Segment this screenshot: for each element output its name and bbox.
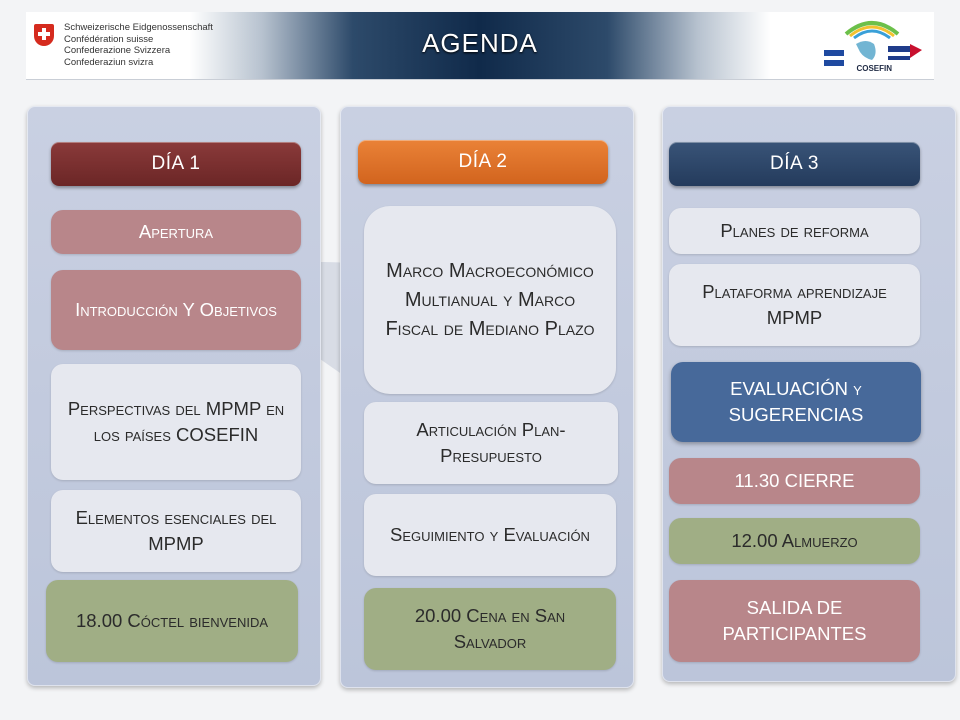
swiss-name-rm: Confederaziun svizra — [64, 56, 154, 68]
agenda-item-articulacion — [364, 402, 618, 484]
agenda-item-cena — [364, 588, 616, 670]
page-title: AGENDA — [422, 28, 538, 58]
agenda-item-seguimiento — [364, 494, 616, 576]
agenda-item-label: 20.00 Cena en San Salvador — [414, 605, 566, 652]
agenda-item-perspectivas — [51, 364, 301, 480]
agenda-item-label: Articulación Plan-Presupuesto — [416, 419, 566, 466]
agenda-item-label: Marco Macroeconómico Multianual y Marco Fiscal de Mediano Plazo — [385, 259, 595, 340]
agenda-item-label: Apertura — [138, 221, 214, 242]
agenda-item-planes-reforma — [669, 208, 920, 254]
cosefin-label: COSEFIN — [856, 64, 892, 73]
agenda-item-evaluacion — [671, 362, 921, 442]
agenda-item-marco-macroeconomico — [364, 206, 616, 394]
agenda-item-label: Plataforma aprendizaje MPMP — [702, 281, 887, 328]
swiss-name-it: Confederazione Svizzera — [64, 45, 171, 56]
agenda-item-label: 12.00 Almuerzo — [731, 530, 858, 551]
agenda-item-apertura — [51, 210, 301, 254]
day3-column — [662, 106, 956, 682]
swiss-name-fr: Confédération suisse — [64, 33, 154, 45]
agenda-item-label: SALIDA DE PARTICIPANTES — [722, 597, 867, 644]
agenda-item-plataforma — [669, 264, 920, 346]
agenda-item-label: EVALUACIÓN y SUGERENCIAS — [728, 378, 864, 425]
swiss-name-de: Schweizerische Eidgenossenschaft — [64, 22, 213, 33]
day1-column — [27, 106, 321, 686]
day2-column — [340, 106, 634, 688]
agenda-item-label: Seguimiento y Evaluación — [390, 524, 590, 545]
agenda-item-label: Perspectivas del MPMP en los países COSEFIN — [67, 398, 285, 445]
day1-header: DÍA 1 — [51, 142, 301, 186]
agenda-item-label: Planes de reforma — [720, 220, 869, 241]
agenda-item-label: 11.30 CIERRE — [734, 470, 855, 491]
agenda-item-elementos — [51, 490, 301, 572]
agenda-item-salida — [669, 580, 920, 662]
agenda-item-label: 18.00 Cóctel bienvenida — [75, 610, 269, 631]
agenda-item-introduccion — [51, 270, 301, 350]
agenda-item-coctel — [46, 580, 298, 662]
agenda-item-cierre — [669, 458, 920, 504]
day3-header: DÍA 3 — [669, 142, 920, 186]
header-banner — [26, 12, 934, 80]
agenda-item-almuerzo — [669, 518, 920, 564]
agenda-item-label: Elementos esenciales del MPMP — [75, 507, 277, 554]
agenda-item-label: Introducción Y Objetivos — [75, 299, 277, 320]
day2-header: DÍA 2 — [358, 140, 608, 184]
